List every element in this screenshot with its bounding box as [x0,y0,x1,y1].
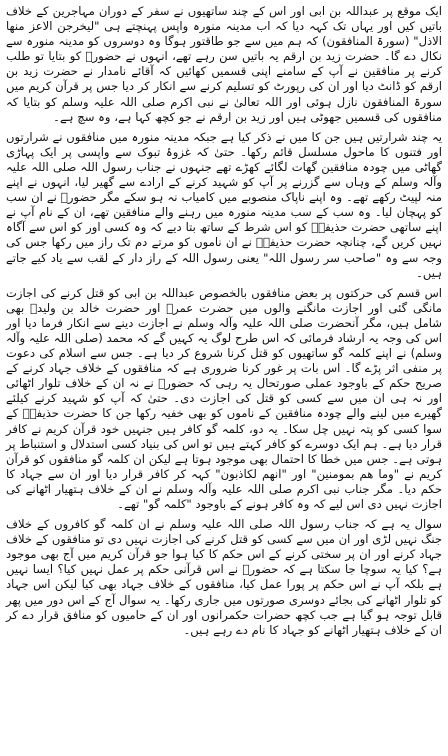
paragraph-3: اس قسم کی حرکتوں پر بعض منافقوں بالخصوص عبداللہ بن ابی کو قتل کرنے کی اجازت مانگی گئی اور اجازت مانگنے والوں میں حضرت عمرؓ اور حضرت خالد بن ولیدؓ بھی شامل ہیں، مگر آنحضرت صلی اللہ علیہ وآلہ وسلم نے اجازت دینے سے انکار فرما دیا اور اس کی وجہ یہ ارشاد فرمائی کہ اس طرح لوگ یہ کہیں گے کہ محمد (صلی اللہ علیہ وآلہ وسلم) نے اپنے کلمہ گو ساتھیوں کو قتل کرنا شروع کر دیا ہے۔ جس سے اسلام کی دعوت پر منفی اثر پڑے گا۔ اس بات پر غور کرنا ضروری ہے کہ منافقوں کے خلاف جہاد کرنے کے صریح حکم کے باوجود عملی صورتحال یہ رہی کہ حضورؐ نے نہ ان کے خلاف تلوار اٹھائی اور نہ ہی ان میں سے کسی کو قتل کی اجازت دی۔ حتیٰ کہ آپ کو شہید کرنے کیلئے گھیرے میں لینے والے چودہ منافقین کے ناموں کو بھی خفیہ رکھا جن کا حضرت حذیفہؓ کے سوا کسی کو پتہ نہیں چل سکا۔ یہ دو، کلمہ گو کافر ہیں جنہیں خود قرآن کریم نے کافر قرار دیا ہے۔ ہم ایک دوسرے کو کافر کہتے ہیں تو اس کی بنیاد کسی استدلال و استنباط پر ہوتی ہے۔ جس میں خطا کا احتمال بھی موجود ہوتا ہے لیکن ان کلمہ گو منافقوں کو قرآن کریم نے "وما ھم بمومنین" اور "انھم لکاذبون" کہہ کر کافر قرار دیا اور ان سے جہاد کا حکم دیا۔ مگر جناب نبی اکرم صلی اللہ علیہ وآلہ وسلم نے ان کے خلاف ہتھیار اٹھانے کی اجازت نہیں دی اس لیے کہ وہ کافر ہونے کے باوجود "کلمہ گو" تھے۔ [6,285,442,511]
paragraph-4: سوال یہ ہے کہ جناب رسول اللہ صلی اللہ علیہ وسلم نے ان کلمہ گو کافروں کے خلاف جنگ نہیں لڑی اور ان میں سے کسی کو قتل کرنے کی اجازت نہیں دی تو منافقوں کے خلاف جہاد کرنے اور ان پر سختی کرنے کے اس حکم کا کیا ہوا جو قرآن کریم میں آج بھی موجود ہے؟ کیا یہ سوچا جا سکتا ہے کہ حضورؐ نے اس قرآنی حکم پر عمل نہیں کیا؟ ایسا نہیں ہے بلکہ آپ نے اس حکم پر پورا عمل کیا، منافقوں کے خلاف جہاد بھی کیا لیکن اس جہاد کو تلوار اٹھانے کی بجائے دوسری صورتوں میں جاری رکھا۔ یہ سوال آج کے اس دور میں پھر قابل توجہ ہو گیا ہے جب کچھ حضرات حکمرانوں اور ان کے حامیوں کو منافق قرار دے کر ان کے خلاف ہتھیار اٹھانے کو جہاد کا نام دے رہے ہیں۔ [6,517,442,637]
paragraph-1: ایک موقع پر عبداللہ بن ابی اور اس کے چند ساتھیوں نے سفر کے دوران مہاجرین کے خلاف باتیں کیں اور یہاں تک کہہ دیا کہ اب مدینہ منورہ واپس پہنچتے ہی "لیخرجن الاعز منھا الاذل" (سورۃ المنافقون) کہ ہم میں سے جو طاقتور ہوگا وہ دوسروں کو مدینہ منورہ سے نکال دے گا۔ حضرت زید بن ارقم یہ باتیں سن رہے تھے، انہوں نے حضورؐ کو بتایا تو طلب کرنے پر منافقین نے آپ کے سامنے اپنی قسمیں کھائیں کہ آقائے نامدار نے حضرت زید بن ارقم کو ڈانٹ دیا اور ان کی رپورٹ کو تسلیم کرنے سے انکار کر دیا جس پر قرآن کریم میں سورۃ المنافقون نازل ہوئی اور اللہ تعالیٰ نے نبی اکرم صلی اللہ علیہ وسلم کو بتایا کہ منافقوں کی قسمیں جھوٹی ہیں اور زید بن ارقم نے جو کچھ کہا ہے، وہ سچ ہے۔ [6,4,442,124]
paragraph-2: یہ چند شرارتیں ہیں جن کا میں نے ذکر کیا ہے جبکہ مدینہ منورہ میں منافقوں نے شرارتوں اور فتنوں کا ماحول مسلسل قائم رکھا۔ حتیٰ کہ غزوۂ تبوک سے واپسی پر ایک پہاڑی گھاٹی میں چودہ منافقین گھات لگائے کھڑے تھے جنہوں نے جناب رسول اللہ صلی اللہ علیہ وآلہ وسلم کے وہاں سے گزرنے پر آپ کو شہید کرنے کے ارادے سے گھیر لیا، انہوں نے اپنے منہ لپیٹ رکھے تھے۔ وہ اپنے ناپاک منصوبے میں کامیاب نہ ہو سکے مگر حضورؐ نے ان سب کو پہچان لیا۔ وہ سب کے سب مدینہ منورہ میں رہنے والے منافقین تھے، ان کے نام آپ نے اپنے ساتھی حضرت حذیفہؓ کو اس شرط کے ساتھ بتا دیے کہ وہ کسی اور کو اس سے آگاہ نہیں کریں گے، چنانچہ حضرت حذیفہؓ نے ان ناموں کو مرتے دم تک راز میں رکھا جس کی وجہ سے وہ "صاحب سر رسول اللہ" یعنی رسول اللہ کے راز دار کے لقب سے یاد کیے جاتے ہیں۔ [6,129,442,280]
